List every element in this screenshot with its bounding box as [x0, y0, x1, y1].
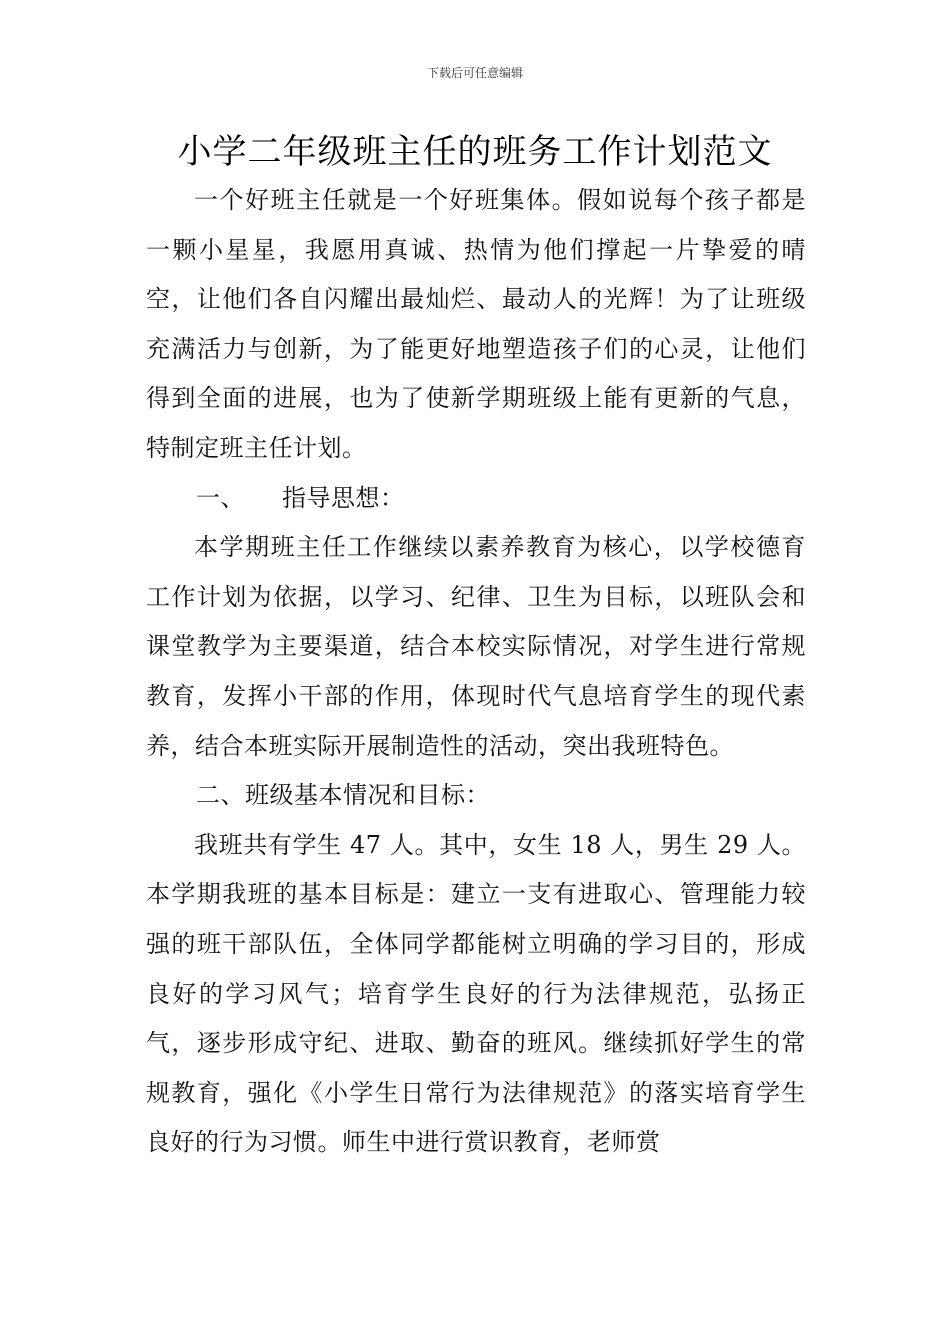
document-body — [146, 176, 806, 1168]
guiding-thought-paragraph: 本学期班主任工作继续以素养教育为核心，以学校德育工作计划为依据，以学习、纪律、卫生为目标，以班队会和课堂教学为主要渠道，结合本校实际情况，对学生进行常规教育，发挥小干部的作用，体现时代气息培育学生的现代素养，结合本班实际开展制造性的活动，突出我班特色。 — [146, 533, 806, 760]
section-heading-class-info: 二、班级基本情况和目标： — [196, 781, 490, 810]
document-title: 小学二年级班主任的班务工作计划范文 — [177, 132, 773, 172]
section-heading-guiding-thought: 一、 指导思想： — [196, 483, 405, 512]
header-note: 下载后可任意编辑 — [426, 66, 523, 80]
intro-paragraph: 一个好班主任就是一个好班集体。假如说每个孩子都是一颗小星星，我愿用真诚、热情为他们撑起一片挚爱的晴空，让他们各自闪耀出最灿烂、最动人的光辉！为了让班级充满活力与创新，为了能更好地塑造孩子们的心灵，让他们得到全面的进展，也为了使新学期班级上能有更新的气息，特制定班主任计划。 — [146, 186, 806, 462]
class-info-paragraph: 我班共有学生 47 人。其中，女生 18 人，男生 29 人。本学期我班的基本目标是：建立一支有进取心、管理能力较强的班干部队伍，全体同学都能树立明确的学习目的，形成良好的学习风气；培育学生良好的行为法律规范，弘扬正气，逐步形成守纪、进取、勤奋的班风。继续抓好学生的常规教育，强化《小学生日常行为法律规范》的落实培育学生良好的行为习惯。师生中进行赏识教育，老师赏 — [146, 830, 806, 1157]
